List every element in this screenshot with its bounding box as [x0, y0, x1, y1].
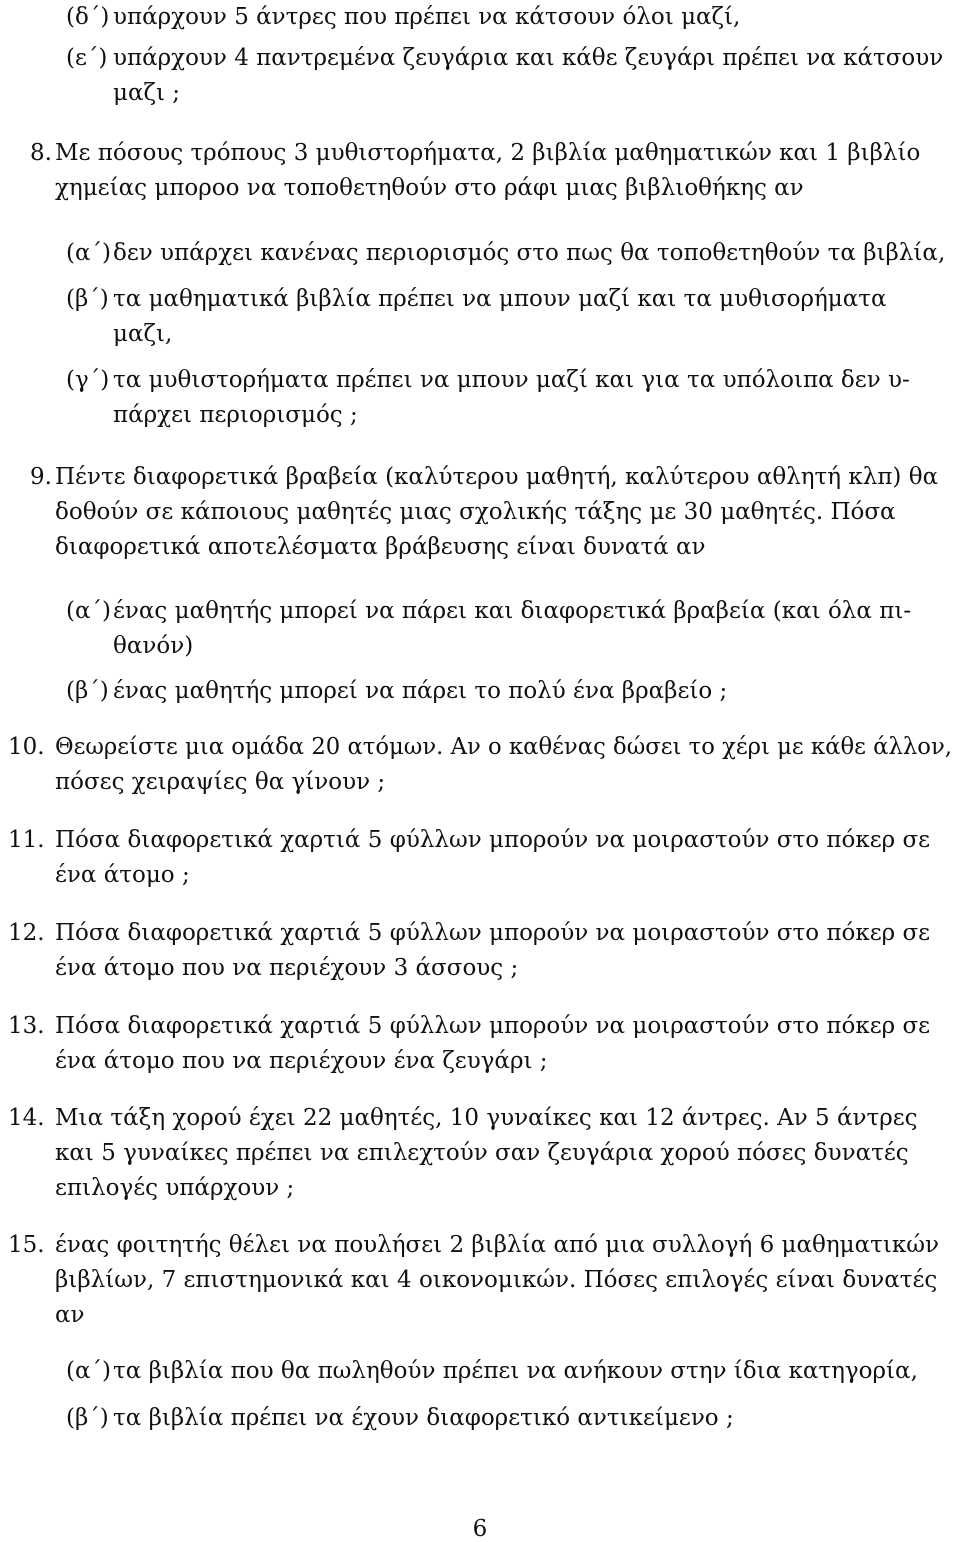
problem-text: και 5 γυναίκες πρέπει να επιλεχτούν σαν ζευγάρια χορού πόσες δυνατές: [55, 1140, 909, 1166]
problem-number: 15.: [8, 1232, 45, 1258]
problem-text: ένας φοιτητής θέλει να πουλήσει 2 βιβλία από μια συλλογή 6 μαθηματικών: [55, 1232, 939, 1258]
subitem-text: τα μαθηματικά βιβλία πρέπει να μπουν μαζί και τα μυθισορήματα: [113, 286, 887, 312]
subitem-text: θανόν): [113, 633, 194, 659]
problem-text: Πόσα διαφορετικά χαρτιά 5 φύλλων μπορούν να μοιραστούν στο πόκερ σε: [55, 1013, 931, 1039]
subitem-text: ένας μαθητής μπορεί να πάρει και διαφορετικά βραβεία (και όλα πι-: [113, 598, 912, 624]
subitem-text: δεν υπάρχει κανένας περιορισμός στο πως θα τοποθετηθούν τα βιβλία,: [113, 240, 946, 266]
problem-text: δοθούν σε κάποιους μαθητές μιας σχολικής τάξης με 30 μαθητές. Πόσα: [55, 499, 896, 525]
problem-text: Πόσα διαφορετικά χαρτιά 5 φύλλων μπορούν να μοιραστούν στο πόκερ σε: [55, 920, 931, 946]
problem-text: Πέντε διαφορετικά βραβεία (καλύτερου μαθητή, καλύτερου αθλητή κλπ) θα: [55, 464, 939, 490]
subitem-text: υπάρχουν 5 άντρες που πρέπει να κάτσουν όλοι μαζί,: [113, 4, 741, 30]
problem-text: Πόσα διαφορετικά χαρτιά 5 φύλλων μπορούν να μοιραστούν στο πόκερ σε: [55, 827, 931, 853]
subitem-text: υπάρχουν 4 παντρεμένα ζευγάρια και κάθε ζευγάρι πρέπει να κάτσουν: [113, 45, 944, 71]
problem-text: ένα άτομο που να περιέχουν 3 άσσους ;: [55, 955, 519, 981]
problem-text: βιβλίων, 7 επιστημονικά και 4 οικονομικών. Πόσες επιλογές είναι δυνατές: [55, 1267, 938, 1293]
subitem-text: μαζι,: [113, 321, 173, 347]
subitem-text: τα βιβλία που θα πωληθούν πρέπει να ανήκουν στην ίδια κατηγορία,: [113, 1358, 918, 1384]
problem-number: 14.: [8, 1105, 45, 1131]
subitem-label: (β΄): [66, 1405, 109, 1431]
problem-text: Μια τάξη χορού έχει 22 μαθητές, 10 γυναίκες και 12 άντρες. Αν 5 άντρες: [55, 1105, 918, 1131]
problem-text: επιλογές υπάρχουν ;: [55, 1175, 295, 1201]
problem-number: 11.: [8, 827, 45, 853]
subitem-text: μαζι ;: [113, 80, 181, 106]
problem-text: ένα άτομο ;: [55, 862, 190, 888]
subitem-label: (α΄): [66, 240, 111, 266]
problem-number: 10.: [8, 734, 45, 760]
subitem-label: (ε΄): [66, 45, 108, 71]
subitem-text: τα βιβλία πρέπει να έχουν διαφορετικό αντικείμενο ;: [113, 1405, 734, 1431]
problem-number: 13.: [8, 1013, 45, 1039]
problem-text: διαφορετικά αποτελέσματα βράβευσης είναι δυνατά αν: [55, 534, 706, 560]
problem-text: Θεωρείστε μια ομάδα 20 ατόμων. Αν ο καθένας δώσει το χέρι με κάθε άλλον,: [55, 734, 952, 760]
problem-text: Με πόσους τρόπους 3 μυθιστορήματα, 2 βιβλία μαθηματικών και 1 βιβλίο: [55, 140, 921, 166]
subitem-text: τα μυθιστορήματα πρέπει να μπουν μαζί και για τα υπόλοιπα δεν υ-: [113, 367, 910, 393]
subitem-label: (γ΄): [66, 367, 110, 393]
page-number: 6: [472, 1516, 488, 1542]
problem-text: αν: [55, 1302, 85, 1328]
problem-number: 8.: [30, 140, 52, 166]
problem-number: 12.: [8, 920, 45, 946]
problem-text: χημείας μποροο να τοποθετηθούν στο ράφι μιας βιβλιοθήκης αν: [55, 175, 804, 201]
subitem-label: (δ΄): [66, 4, 110, 30]
problem-number: 9.: [30, 464, 52, 490]
subitem-label: (α΄): [66, 598, 111, 624]
subitem-label: (α΄): [66, 1358, 111, 1384]
problem-text: ένα άτομο που να περιέχουν ένα ζευγάρι ;: [55, 1048, 548, 1074]
subitem-text: πάρχει περιορισμός ;: [113, 402, 358, 428]
subitem-text: ένας μαθητής μπορεί να πάρει το πολύ ένα βραβείο ;: [113, 678, 728, 704]
subitem-label: (β΄): [66, 286, 109, 312]
problem-text: πόσες χειραψίες θα γίνουν ;: [55, 769, 386, 795]
subitem-label: (β΄): [66, 678, 109, 704]
